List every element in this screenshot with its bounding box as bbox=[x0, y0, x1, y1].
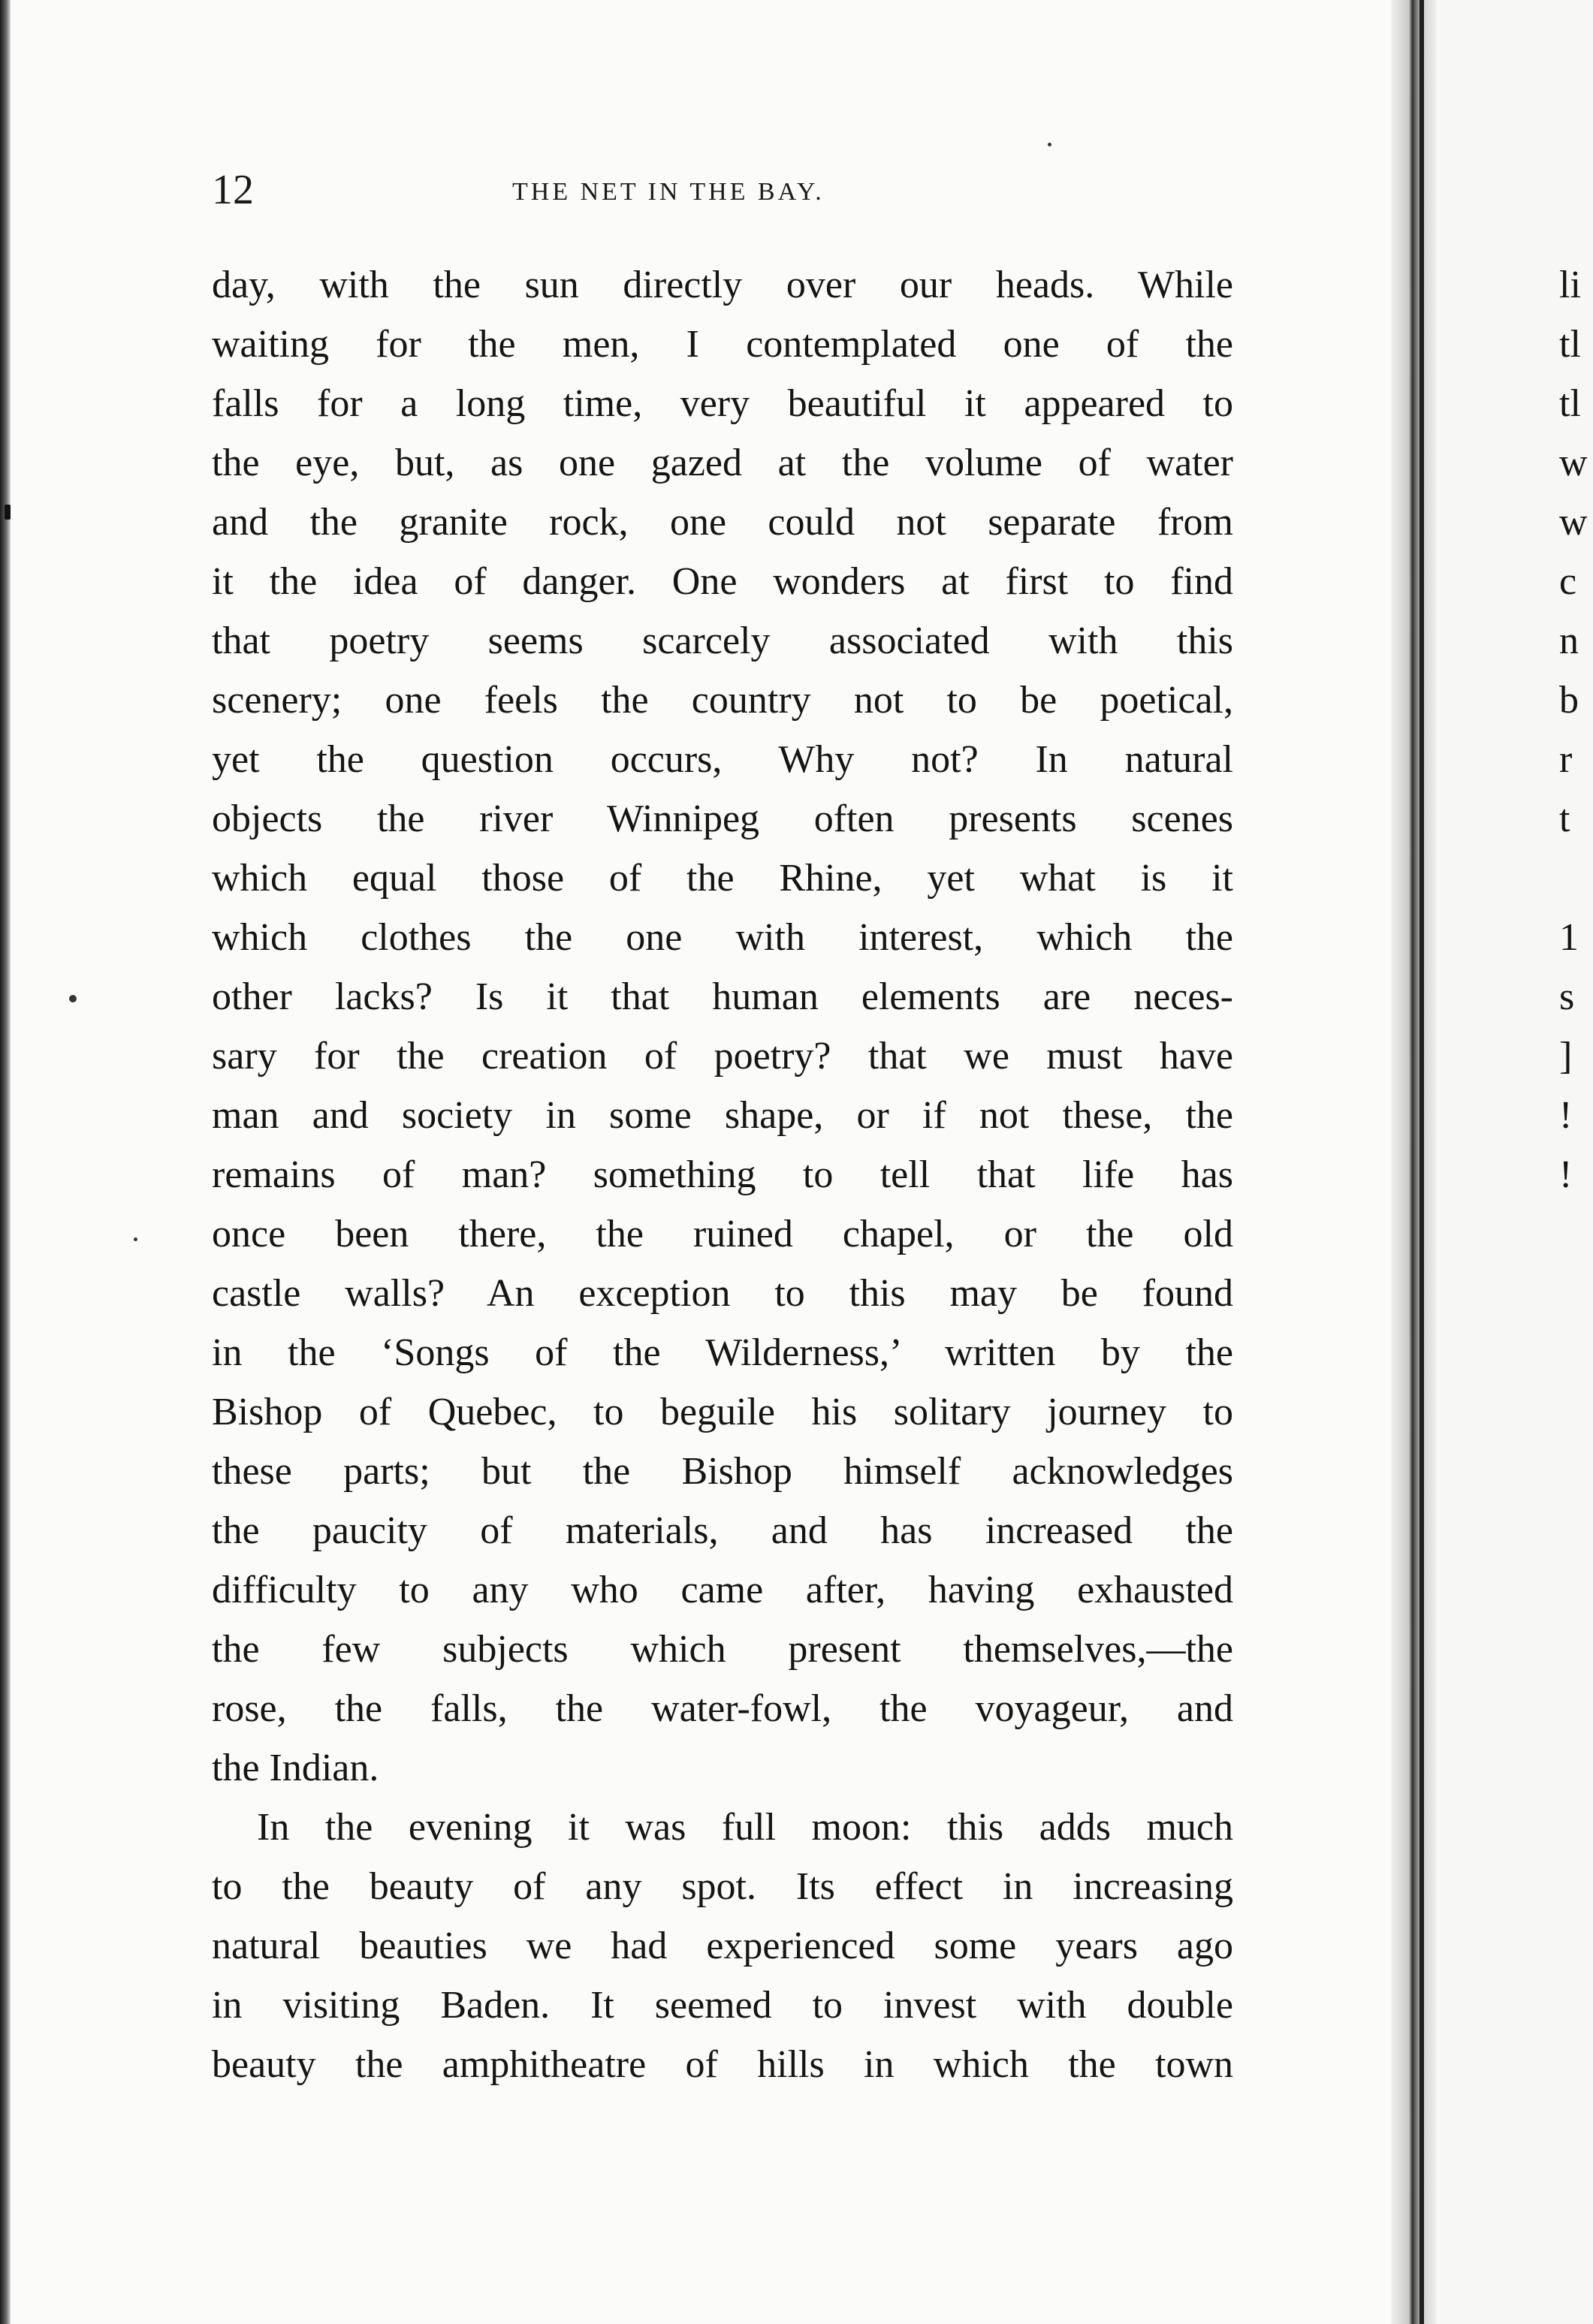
text-line: these parts; but the Bishop himself acknowledges bbox=[212, 1450, 1233, 1493]
text-line: rose, the falls, the water-fowl, the voyageur, and bbox=[212, 1687, 1233, 1730]
facing-fragment: b bbox=[1559, 679, 1579, 722]
facing-fragment: ] bbox=[1559, 1035, 1573, 1078]
text-line: objects the river Winnipeg often presents scenes bbox=[212, 797, 1233, 840]
scan-speck bbox=[1048, 143, 1051, 146]
text-line: in visiting Baden. It seemed to invest with double bbox=[212, 1984, 1233, 2027]
running-head bbox=[212, 164, 1233, 216]
facing-fragment: li bbox=[1559, 264, 1581, 306]
text-line: beauty the amphitheatre of hills in which the town bbox=[212, 2043, 1233, 2086]
text-line: natural beauties we had experienced some years ago bbox=[212, 1925, 1233, 1967]
paragraph-1 bbox=[212, 255, 1233, 1798]
text-line: that poetry seems scarcely associated with this bbox=[212, 619, 1233, 662]
facing-fragment: 1 bbox=[1559, 916, 1579, 959]
text-line: In the evening it was full moon: this adds much bbox=[257, 1806, 1233, 1849]
text-line: the Indian. bbox=[212, 1747, 379, 1789]
paragraph-2 bbox=[212, 1798, 1233, 2094]
text-line: day, with the sun directly over our heads. While bbox=[212, 264, 1233, 306]
book-gutter bbox=[1391, 0, 1436, 2324]
text-line: the paucity of materials, and has increased the bbox=[212, 1509, 1233, 1552]
text-line: Bishop of Quebec, to beguile his solitary journey to bbox=[212, 1391, 1233, 1433]
scan-speck bbox=[5, 505, 11, 520]
text-line: and the granite rock, one could not separate from bbox=[212, 501, 1233, 544]
text-line: falls for a long time, very beautiful it appeared to bbox=[212, 382, 1233, 425]
text-line: remains of man? something to tell that life has bbox=[212, 1153, 1233, 1196]
text-line: the few subjects which present themselves,—the bbox=[212, 1628, 1233, 1671]
text-line: in the ‘Songs of the Wilderness,’ written by the bbox=[212, 1331, 1233, 1374]
body-text bbox=[212, 255, 1233, 2094]
text-line: other lacks? Is it that human elements are neces- bbox=[212, 975, 1233, 1018]
facing-fragment: tl bbox=[1559, 323, 1581, 366]
facing-fragment: c bbox=[1559, 560, 1577, 603]
facing-fragment: r bbox=[1559, 738, 1573, 781]
text-line: castle walls? An exception to this may be found bbox=[212, 1272, 1233, 1315]
text-line: which clothes the one with interest, which the bbox=[212, 916, 1233, 959]
scan-speck bbox=[134, 1237, 137, 1241]
facing-fragment: w bbox=[1559, 501, 1588, 544]
facing-fragment bbox=[1559, 849, 1593, 908]
facing-fragment: ! bbox=[1559, 1153, 1573, 1196]
text-line: sary for the creation of poetry? that we must have bbox=[212, 1035, 1233, 1078]
text-line: which equal those of the Rhine, yet what is it bbox=[212, 857, 1233, 900]
text-line: scenery; one feels the country not to be poetical, bbox=[212, 679, 1233, 722]
facing-fragment: n bbox=[1559, 619, 1579, 662]
running-title: THE NET IN THE BAY. bbox=[512, 178, 825, 206]
facing-fragment: s bbox=[1559, 975, 1575, 1018]
facing-fragment: ! bbox=[1559, 1094, 1573, 1137]
scan-speck bbox=[69, 995, 77, 1002]
text-line: it the idea of danger. One wonders at first to find bbox=[212, 560, 1233, 603]
text-line: once been there, the ruined chapel, or the old bbox=[212, 1213, 1233, 1255]
facing-fragment: t bbox=[1559, 797, 1570, 840]
gutter-fold-line bbox=[1420, 0, 1424, 2324]
facing-fragment: tl bbox=[1559, 382, 1581, 425]
text-line: waiting for the men, I contemplated one of the bbox=[212, 323, 1233, 366]
text-line: difficulty to any who came after, having exhausted bbox=[212, 1569, 1233, 1611]
text-line: the eye, but, as one gazed at the volume of water bbox=[212, 442, 1233, 484]
facing-page-text-fragments bbox=[1559, 255, 1593, 1204]
left-page-edge bbox=[0, 0, 11, 2324]
facing-fragment: w bbox=[1559, 442, 1588, 484]
text-line: yet the question occurs, Why not? In natural bbox=[212, 738, 1233, 781]
page-number: 12 bbox=[212, 167, 254, 213]
text-line: man and society in some shape, or if not these, the bbox=[212, 1094, 1233, 1137]
text-line: to the beauty of any spot. Its effect in increasing bbox=[212, 1865, 1233, 1908]
